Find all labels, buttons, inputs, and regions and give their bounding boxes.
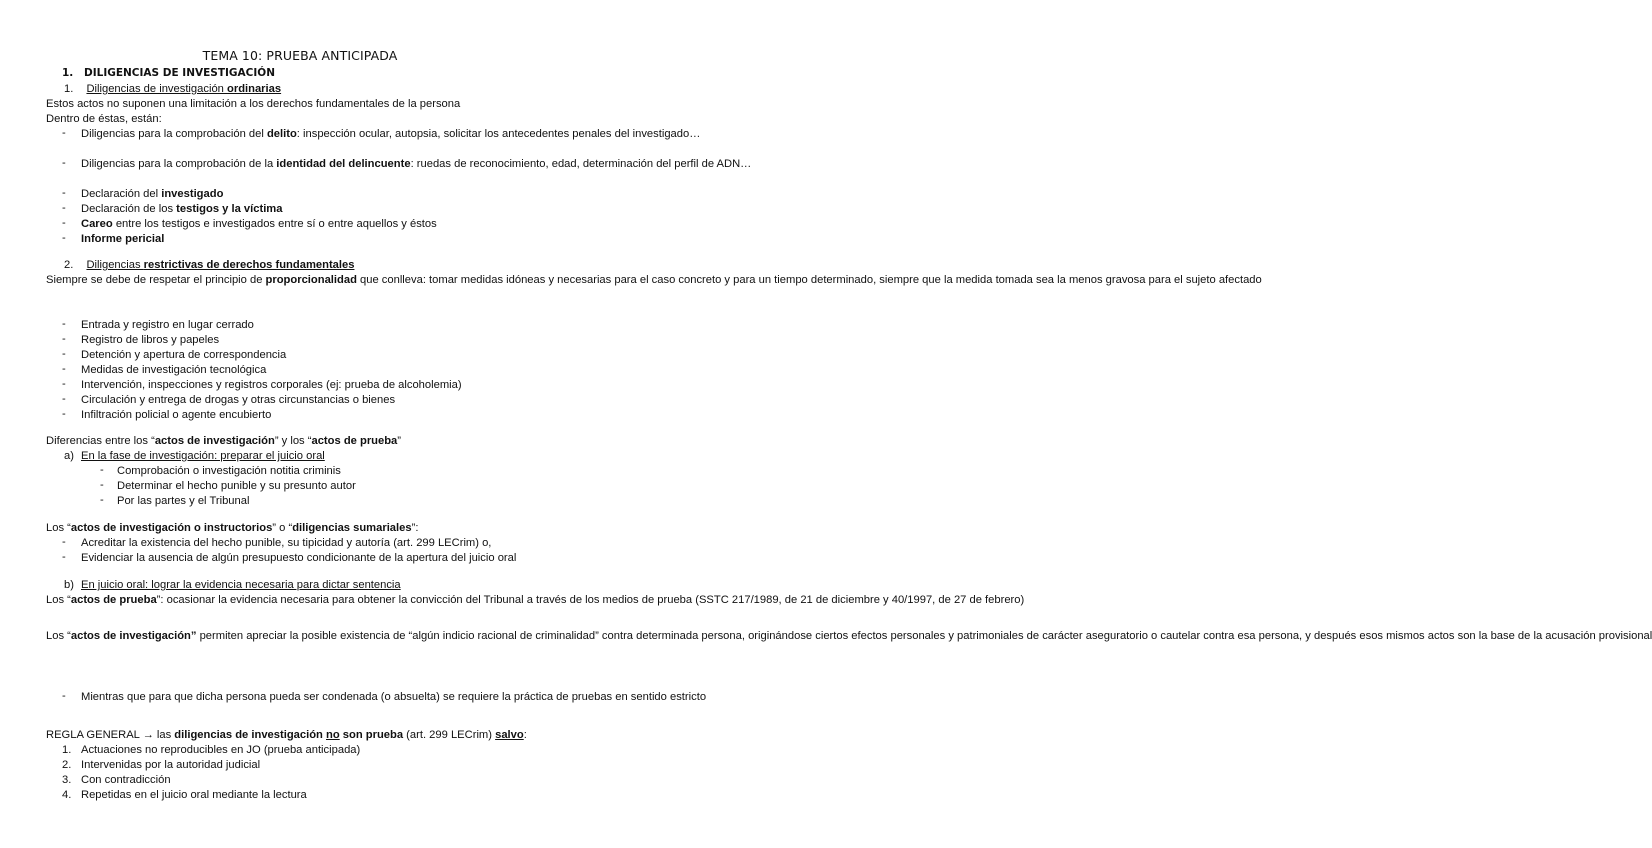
section-label: DILIGENCIAS DE INVESTIGACIÓN [84,67,275,79]
subheading-1-bold: ordinarias [227,83,282,95]
list-item: Diligencias para la comprobación de la identidad del delincuente: ruedas de reconocimiento, edad, determinación del perfil de ADN… [81,158,752,170]
actos-prueba-paragraph: Los “actos de prueba”: ocasionar la evidencia necesaria para obtener la convicción del Tribunal a través de los medios de prueba (SSTC 217/1989, de 21 de diciembre y 40/1997, de 27 de febrero) [46,594,1025,606]
proportionality-paragraph: Siempre se debe de respetar el principio de proporcionalidad que conlleva: tomar medidas idóneas y necesarias para el caso concreto y para un tiempo determinado, siempre que la medida tomada sea la menos gravosa para el sujeto afectado [46,274,1262,286]
list-item: Comprobación o investigación notitia criminis [117,465,341,477]
list-item: Acreditar la existencia del hecho punible, su tipicidad y autoría (art. 299 LECrim) o, [81,537,492,549]
section-heading [62,67,275,79]
list-item: Diligencias para la comprobación del delito: inspección ocular, autopsia, solicitar los antecedentes penales del investigado… [81,128,701,140]
subheading-2-text: Diligencias [86,259,144,271]
subheading-1 [64,82,281,97]
item-a-text: En la fase de investigación: preparar el juicio oral [81,450,325,462]
list-item: Actuaciones no reproducibles en JO (prueba anticipada) [81,744,361,756]
item-b-label: b) [64,579,74,591]
list-item: Medidas de investigación tecnológica [81,364,267,376]
actos-instructorios-line: Los “actos de investigación o instructorios” o “diligencias sumariales”: [46,522,419,534]
list-item: Intervenidas por la autoridad judicial [81,759,261,771]
list-number: 1. [62,744,72,756]
mientras-item: Mientras que para que dicha persona pueda ser condenada (o absuelta) se requiere la práctica de pruebas en sentido estricto [81,691,707,703]
list-item: Determinar el hecho punible y su presunto autor [117,480,356,492]
list-item: Declaración del investigado [81,188,224,200]
diferencias-line: Diferencias entre los “actos de investigación” y los “actos de prueba” [46,435,402,447]
subheading-1-text: Diligencias de investigación [86,83,227,95]
list-item: Declaración de los testigos y la víctima [81,203,283,215]
list-item: Entrada y registro en lugar cerrado [81,319,254,331]
section-number: 1. [62,67,74,79]
list-number: 4. [62,789,72,801]
list-number: 3. [62,774,72,786]
regla-general-line: REGLA GENERAL → las diligencias de investigación no son prueba (art. 299 LECrim) salvo: [46,729,527,741]
subheading-2-number: 2. [64,259,74,271]
intro-line-2: Dentro de éstas, están: [46,113,162,125]
list-item: Repetidas en el juicio oral mediante la lectura [81,789,307,801]
subheading-1-number: 1. [64,83,74,95]
list-item: Con contradicción [81,774,171,786]
list-item: Infiltración policial o agente encubierto [81,409,272,421]
list-item: Por las partes y el Tribunal [117,495,250,507]
subheading-2-bold: restrictivas de derechos fundamentales [143,259,355,271]
actos-investigacion-paragraph: Los “actos de investigación” permiten apreciar la posible existencia de “algún indicio racional de criminalidad” contra determinada persona, originándose ciertos efectos personales y patrimoniales de carácter aseguratorio o cautelar contra esa persona, y después esos mismos actos son la base de la acusación provisional [46,630,1652,642]
list-item: Evidenciar la ausencia de algún presupuesto condicionante de la apertura del juicio oral [81,552,517,564]
list-item: Intervención, inspecciones y registros corporales (ej: prueba de alcoholemia) [81,379,462,391]
list-item: Detención y apertura de correspondencia [81,349,287,361]
list-item: Informe pericial [81,233,165,245]
list-item: Circulación y entrega de drogas y otras circunstancias o bienes [81,394,396,406]
list-number: 2. [62,759,72,771]
subheading-2 [64,258,354,273]
list-item: Registro de libros y papeles [81,334,220,346]
list-item: Careo entre los testigos e investigados entre sí o entre aquellos y éstos [81,218,437,230]
page-title: TEMA 10: PRUEBA ANTICIPADA [202,48,398,63]
item-a-label: a) [64,450,74,462]
intro-line-1: Estos actos no suponen una limitación a los derechos fundamentales de la persona [46,98,461,110]
document-page: TEMA 10: PRUEBA ANTICIPADA 1. DILIGENCIAS DE INVESTIGACIÓN 1. Diligencias de investigación ordinarias Estos actos no suponen una limitación a los derechos fundamentales de la persona Dentro de éstas, están: - Diligencias para la comprobación del delito: inspección ocular, autopsia, solicitar los antecedentes penales del investigado… - Diligencias para la comprobación de la identidad del delincuente: ruedas de reconocimiento, edad, determinación del perfil de ADN… - Declaración del investigado - Declaración de los testigos y la víctima - Careo entre los testigos e investigados entre sí o entre aquellos y éstos - Informe pericial 2. Diligencias restrictivas de derechos fundamentales Siempre se debe de respetar el principio de proporcionalidad que conlleva: tomar medidas idóneas y necesarias para el caso concreto y para un tiempo determinado, siempre que la medida tomada sea la menos gravosa para el sujeto afectado - Entrada y registro en lugar cerrado - Registro de libros y papeles - Detención y apertura de correspondencia - Medidas de investigación tecnológica - Intervención, inspecciones y registros corporales (ej: prueba de alcoholemia) - Circulación y entrega de drogas y otras circunstancias o bienes - Infiltración policial o agente encubierto Diferencias entre los “actos de investigación” y los “actos de prueba” a) En la fase de investigación: preparar el juicio oral - Comprobación o investigación notitia criminis - Determinar el hecho punible y su presunto autor - Por las partes y el Tribunal Los “actos de investigación o instructorios” o “diligencias sumariales”: - Acreditar la existencia del hecho punible, su tipicidad y autoría (art. 299 LECrim) o, - Evidenciar la ausencia de algún presupuesto condicionante de la apertura del juicio oral b) En juicio oral: lograr la evidencia necesaria para dictar sentencia Los “actos de prueba”: ocasionar la evidencia necesaria para obtener la convicción del Tribunal a través de los medios de prueba (SSTC 217/1989, de 21 de diciembre y 40/1997, de 27 de febrero) Los “actos de investigación” permiten apreciar la posible existencia de “algún indicio racional de criminalidad” contra determinada persona, originándose ciertos efectos personales y patrimoniales de carácter aseguratorio o cautelar contra esa persona, y después esos mismos actos son la base de la acusación provisional - Mientras que para que dicha persona pueda ser condenada (o absuelta) se requiere la práctica de pruebas en sentido estricto REGLA GENERAL → las diligencias de investigación no son prueba (art. 299 LECrim) salvo: 1. Actuaciones no reproducibles en JO (prueba anticipada) 2. Intervenidas por la autoridad judicial 3. Con contradicción 4. Repetidas en el juicio oral mediante la lectura [0,0,600,848]
item-b-text: En juicio oral: lograr la evidencia necesaria para dictar sentencia [81,579,401,591]
